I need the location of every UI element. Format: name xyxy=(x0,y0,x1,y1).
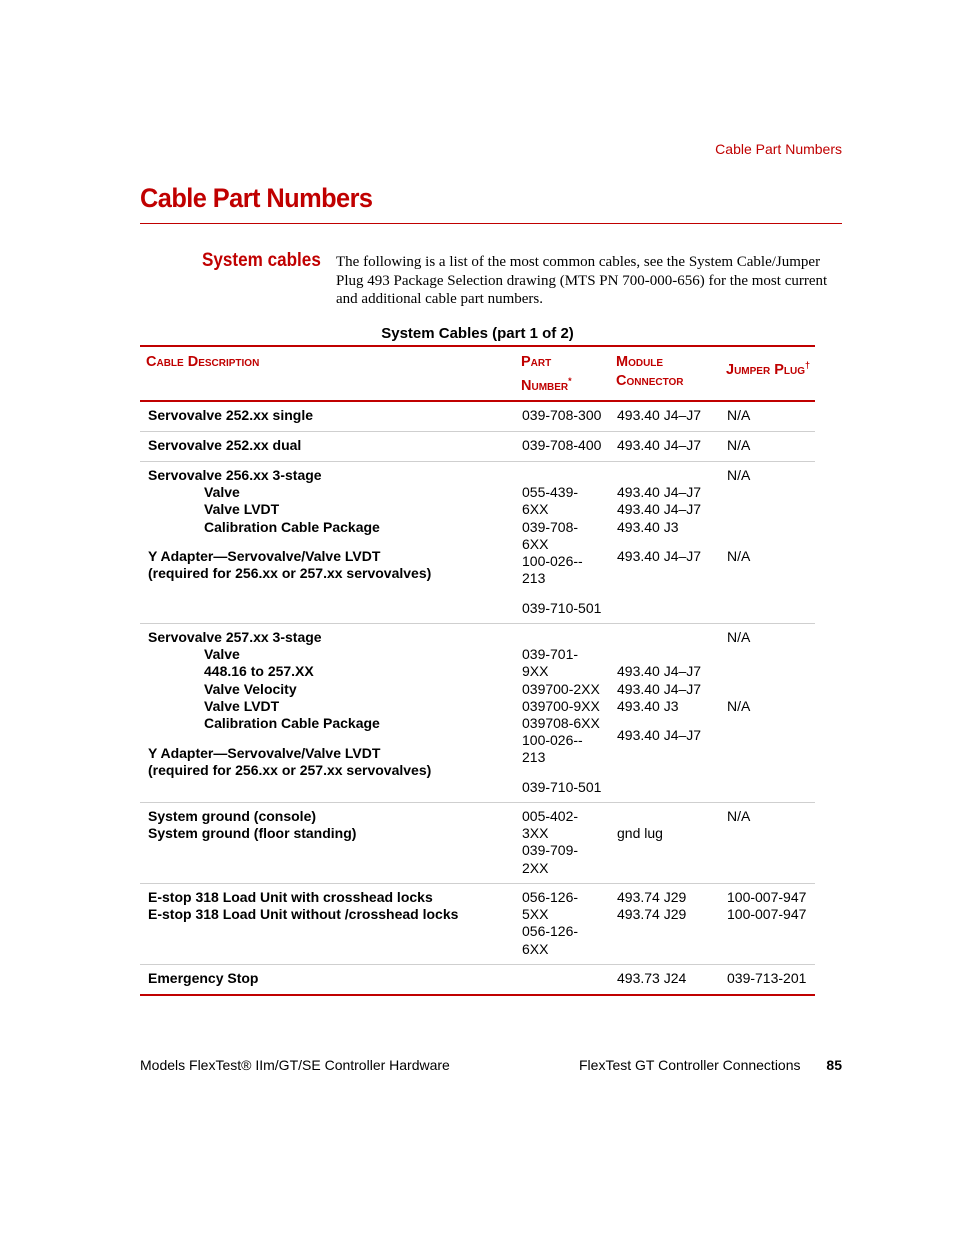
intro-paragraph: The following is a list of the most common cables, see the System Cable/Jumper Plug 493 Package Selection drawing (MTS PN 700-000-656) for the most current and additional cable part numbers. xyxy=(336,254,828,307)
module-connector: 493.40 J4–J7 493.40 J4–J7 493.40 J3 493.40 J4–J7 xyxy=(617,484,702,565)
jumper-plug: N/A xyxy=(727,808,751,824)
part-number: 005-402- 3XX 039-709- 2XX xyxy=(522,808,579,876)
part-number: 039-708-300 xyxy=(522,407,602,423)
part-number: 039-701- 9XX 039700-2XX 039700-9XX 039708-6XX 100-026-- 213 039-710-501 xyxy=(522,646,602,795)
cable-description: Emergency Stop xyxy=(148,970,259,986)
jumper-plug: N/A xyxy=(727,407,751,423)
header-module-connector: Module Connector xyxy=(616,354,684,389)
module-connector: gnd lug xyxy=(617,825,663,842)
table-caption: System Cables (part 1 of 2) xyxy=(381,325,574,342)
jumper-plug: N/A N/A xyxy=(727,467,751,565)
module-connector: 493.40 J4–J7 493.40 J4–J7 493.40 J3 493.40 J4–J7 xyxy=(617,663,702,744)
page-number: 85 xyxy=(826,1057,842,1073)
section-heading: System cables xyxy=(202,250,321,271)
cable-table xyxy=(140,345,815,996)
part-number: 055-439- 6XX 039-708- 6XX 100-026-- 213 039-710-501 xyxy=(522,484,602,616)
cable-description: Servovalve 252.xx dual xyxy=(148,437,302,453)
module-connector: 493.73 J24 xyxy=(617,970,687,986)
cable-description: E-stop 318 Load Unit with crosshead locks E-stop 318 Load Unit without /crosshead locks xyxy=(148,889,459,923)
table-row xyxy=(140,402,815,432)
cable-description: System ground (console) System ground (floor standing) xyxy=(148,808,357,842)
table-row xyxy=(140,803,815,884)
cable-description: Servovalve 252.xx single xyxy=(148,407,313,423)
footer-manual-title: Models FlexTest® IIm/GT/SE Controller Hardware xyxy=(140,1057,450,1073)
table-row xyxy=(140,884,815,965)
jumper-plug: N/A xyxy=(727,437,751,453)
jumper-plug: 039-713-201 xyxy=(727,970,807,986)
part-number: 056-126- 5XX 056-126- 6XX xyxy=(522,889,579,957)
jumper-plug: N/A N/A xyxy=(727,629,751,714)
table-row xyxy=(140,965,815,996)
table-row xyxy=(140,432,815,462)
running-head: Cable Part Numbers xyxy=(715,141,842,157)
title-divider xyxy=(140,223,842,224)
module-connector: 493.40 J4–J7 xyxy=(617,407,702,423)
table-header-row xyxy=(140,345,815,402)
module-connector: 493.74 J29 493.74 J29 xyxy=(617,889,687,923)
table-row xyxy=(140,624,815,803)
part-number: 039-708-400 xyxy=(522,437,602,453)
module-connector: 493.40 J4–J7 xyxy=(617,437,702,453)
table-row xyxy=(140,462,815,624)
header-jumper-plug: Jumper Plug† xyxy=(726,360,811,378)
header-cable-description: Cable Description xyxy=(146,354,260,370)
cable-description: Servovalve 256.xx 3-stage Valve Valve LVDT Calibration Cable Package Y Adapter—Servovalve/Valve LVDT (required for 256.xx or 257.xx servovalves) xyxy=(148,467,432,582)
cable-description: Servovalve 257.xx 3-stage Valve 448.16 to 257.XX Valve Velocity Valve LVDT Calibration Cable Package Y Adapter—Servovalve/Valve LVDT (required for 256.xx or 257.xx servovalves) xyxy=(148,629,432,778)
footer-chapter-title: FlexTest GT Controller Connections xyxy=(579,1057,801,1073)
jumper-plug: 100-007-947 100-007-947 xyxy=(727,889,807,923)
page-title: Cable Part Numbers xyxy=(140,183,373,213)
header-part-number: Part Number* xyxy=(521,354,572,394)
